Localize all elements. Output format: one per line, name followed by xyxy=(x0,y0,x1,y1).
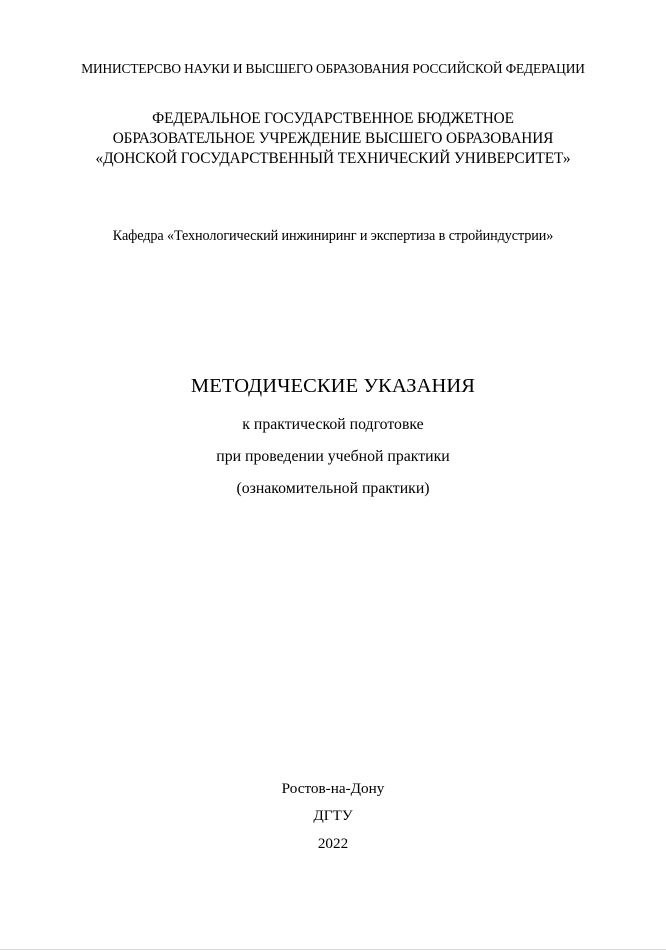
ministry-heading: МИНИСТЕРСВО НАУКИ И ВЫСШЕГО ОБРАЗОВАНИЯ РОССИЙСКОЙ ФЕДЕРАЦИИ xyxy=(81,61,585,76)
institution-line: «ДОНСКОЙ ГОСУДАРСТВЕННЫЙ ТЕХНИЧЕСКИЙ УНИВЕРСИТЕТ» xyxy=(95,150,571,167)
document-subtitle-line: к практической подготовке xyxy=(242,416,424,433)
publisher-name: ДГТУ xyxy=(313,807,353,824)
publication-year: 2022 xyxy=(317,835,349,852)
institution-line: ОБРАЗОВАТЕЛЬНОЕ УЧРЕЖДЕНИЕ ВЫСШЕГО ОБРАЗОВАНИЯ xyxy=(112,130,554,147)
document-subtitle-line: (ознакомительной практики) xyxy=(236,480,430,497)
document-subtitle-line: при проведении учебной практики xyxy=(216,448,450,465)
document-title: МЕТОДИЧЕСКИЕ УКАЗАНИЯ xyxy=(190,375,476,397)
institution-line: ФЕДЕРАЛЬНОЕ ГОСУДАРСТВЕННОЕ БЮДЖЕТНОЕ xyxy=(152,110,514,127)
publication-city: Ростов-на-Дону xyxy=(281,780,385,797)
department-name: Кафедра «Технологический инжиниринг и экспертиза в стройиндустрии» xyxy=(112,228,554,244)
